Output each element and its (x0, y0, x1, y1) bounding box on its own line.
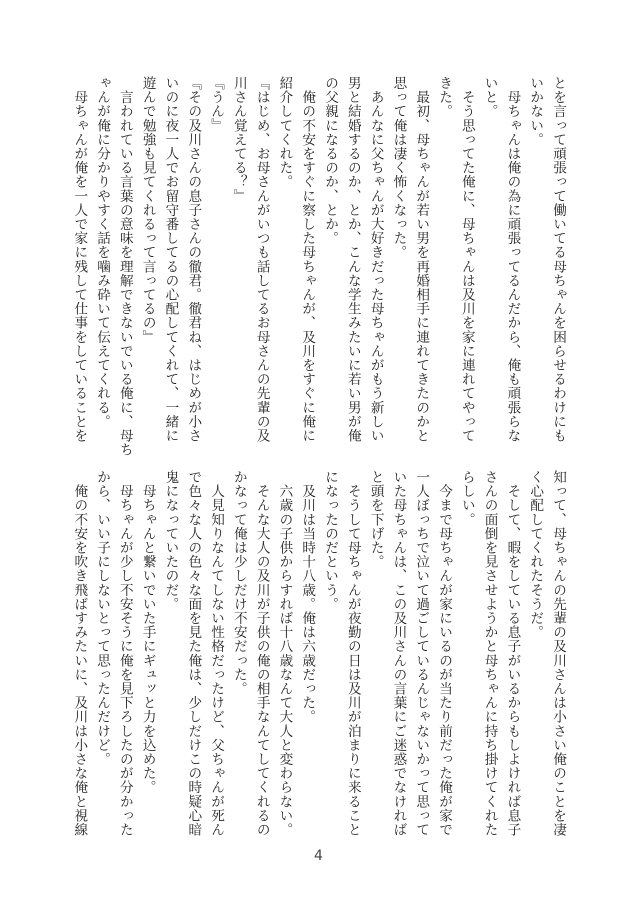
text-column: 六歳の子供からすれば十八歳なんて大人と変わらない。 (276, 470, 293, 837)
upper-text-block (67, 76, 569, 457)
text-column: そんな大人の及川が子供の俺の相手なんてしてくれるの (253, 470, 270, 837)
lower-text-block (67, 470, 569, 840)
text-column: と頭を下げた。 (367, 470, 384, 569)
text-column: 母ちゃんが少し不安そうに俺を見下ろしたのが分かった (116, 470, 133, 837)
text-column: きた。 (436, 76, 453, 119)
text-column: 俺の不安を吹き飛ばすみたいに、及川は小さな俺と視線 (71, 470, 88, 837)
text-column: 人見知りなんてしない性格だったけど、父ちゃんが死ん (208, 470, 225, 837)
text-column: 『はじめ、お母さんがいつも話してるお母さんの先輩の及 (253, 76, 270, 443)
text-column: の父親になるのか、とか。 (322, 76, 339, 246)
text-column: になったのだという。 (322, 470, 339, 611)
text-column: あんなに父ちゃんが大好きだった母ちゃんがもう新しい (367, 76, 384, 443)
text-column: 及川は当時十八歳。俺は六歳だった。 (299, 470, 316, 724)
text-column: 『その及川さんの息子さんの徹君。徹君ね、はじめが小さ (185, 76, 202, 443)
text-column: かなって俺は少しだけ不安だった。 (230, 470, 247, 696)
text-column: 一人ぼっちで泣いて過ごしているんじゃないかって思って (413, 470, 430, 837)
text-column: そして、暇をしている息子がいるからもしよければ息子 (504, 470, 521, 837)
page-number: 4 (314, 848, 323, 864)
text-column: 川さん覚えてる？』 (230, 76, 247, 203)
text-column: 今まで母ちゃんが家にいるのが当たり前だった俺が家で (436, 470, 453, 837)
text-column: いかない。 (527, 76, 544, 147)
text-column: 鬼になっていたのだ。 (162, 470, 179, 611)
text-column: 知って、母ちゃんの先輩の及川さんは小さい俺のことを凄 (550, 470, 566, 837)
text-column: から、いい子にしないとって思ったんだけど。 (94, 470, 111, 767)
text-column: 男と結婚するのか、とか、こんな学生みたいに若い男が俺 (344, 76, 361, 443)
text-column: いのに夜一人でお留守番してるの心配してくれて、一緒に (162, 76, 179, 443)
text-column: 母ちゃんと繋いでいた手にギュッと力を込めた。 (139, 470, 156, 795)
text-column: 母ちゃんが俺を一人で家に残して仕事をしていることを (71, 76, 88, 443)
text-column: そう思ってた俺に、母ちゃんは及川を家に連れてやって (458, 76, 475, 443)
text-column: く心配してくれたそうだ。 (527, 470, 544, 640)
text-column: 『うん』 (208, 76, 225, 133)
text-column: とを言って頑張って働いてる母ちゃんを困らせるわけにも (550, 76, 566, 443)
text-column: で色々な人の色々な面を見た俺は、少しだけこの時疑心暗 (185, 470, 202, 837)
text-column: そうして母ちゃんが夜勤の日は及川が泊まりに来ること (344, 470, 361, 837)
text-column: 母ちゃんは俺の為に頑張ってるんだから、俺も頑張らな (504, 76, 521, 443)
text-column: 思って俺は凄く怖くなった。 (390, 76, 407, 260)
text-column: 遊んで勉強も見てくれるって言ってるの』 (139, 76, 156, 344)
text-column: 最初、母ちゃんが若い男を再婚相手に連れてきたのかと (413, 76, 430, 443)
text-column: らしい。 (458, 470, 475, 527)
text-column: 紹介してくれた。 (276, 76, 293, 189)
text-column: いと。 (481, 76, 498, 119)
text-column: ゃんが俺に分かりやすく話を噛み砕いて伝えてくれる。 (94, 76, 111, 429)
text-column: さんの面倒を見させようかと母ちゃんに持ち掛けてくれた (481, 470, 498, 837)
text-column: 言われている言葉の意味を理解できないでいる俺に、母ち (116, 76, 133, 457)
text-column: いた母ちゃんは、この及川さんの言葉にご迷惑でなければ (390, 470, 407, 837)
text-column: 俺の不安をすぐに察した母ちゃんが、及川をすぐに俺に (299, 76, 316, 443)
